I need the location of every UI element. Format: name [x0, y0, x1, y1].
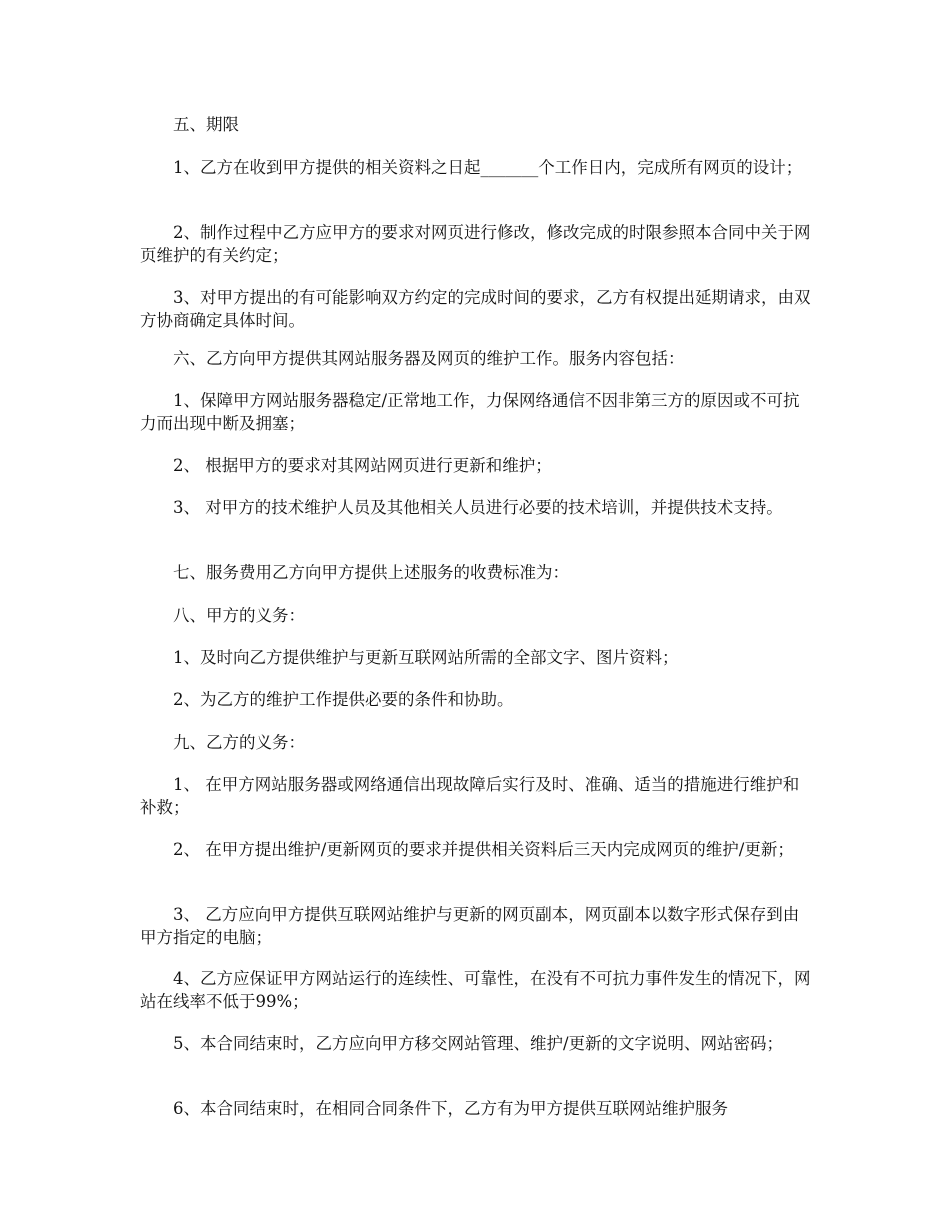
clause-party-b-1: 1、 在甲方网站服务器或网络通信出现故障后实行及时、准确、适当的措施进行维护和补救；: [140, 775, 800, 817]
clause-party-b-5: 5、本合同结束时，乙方应向甲方移交网站管理、维护/更新的文字说明、网站密码；: [173, 1034, 784, 1053]
clause-party-b-6: 6、本合同结束时，在相同合同条件下，乙方有为甲方提供互联网站维护服务: [173, 1099, 728, 1118]
clause-party-a-1: 1、及时向乙方提供维护与更新互联网站所需的全部文字、图片资料；: [173, 648, 679, 667]
clause-maintenance-2: 2、 根据甲方的要求对其网站网页进行更新和维护；: [173, 456, 552, 475]
clause-term-2: 2、制作过程中乙方应甲方的要求对网页进行修改，修改完成的时限参照本合同中关于网页维护的有关约定；: [140, 223, 811, 265]
clause-maintenance-3: 3、 对甲方的技术维护人员及其他相关人员进行必要的技术培训，并提供技术支持。: [173, 498, 783, 517]
clause-party-b-3: 3、 乙方应向甲方提供互联网站维护与更新的网页副本，网页副本以数字形式保存到由甲方指定的电脑；: [140, 905, 800, 947]
clause-party-b-4: 4、乙方应保证甲方网站运行的连续性、可靠性，在没有不可抗力事件发生的情况下，网站在线率不低于99%；: [140, 969, 811, 1011]
clause-maintenance-1: 1、保障甲方网站服务器稳定/正常地工作，力保网络通信不因非第三方的原因或不可抗力而出现中断及拥塞；: [140, 391, 800, 433]
section-heading-term: 五、期限: [173, 115, 239, 134]
clause-party-b-2: 2、 在甲方提出维护/更新网页的要求并提供相关资料后三天内完成网页的维护/更新；: [173, 840, 794, 859]
section-heading-party-a-obligations: 八、甲方的义务：: [173, 606, 305, 625]
clause-term-1: 1、乙方在收到甲方提供的相关资料之日起_______个工作日内，完成所有网页的设计；: [173, 158, 803, 177]
section-heading-fees: 七、服务费用乙方向甲方提供上述服务的收费标准为：: [173, 563, 569, 582]
section-heading-maintenance: 六、乙方向甲方提供其网站服务器及网页的维护工作。服务内容包括：: [173, 349, 685, 368]
clause-party-a-2: 2、为乙方的维护工作提供必要的条件和协助。: [173, 690, 514, 709]
section-heading-party-b-obligations: 九、乙方的义务：: [173, 733, 305, 752]
clause-term-3: 3、对甲方提出的有可能影响双方约定的完成时间的要求，乙方有权提出延期请求，由双方协商确定具体时间。: [140, 288, 811, 330]
